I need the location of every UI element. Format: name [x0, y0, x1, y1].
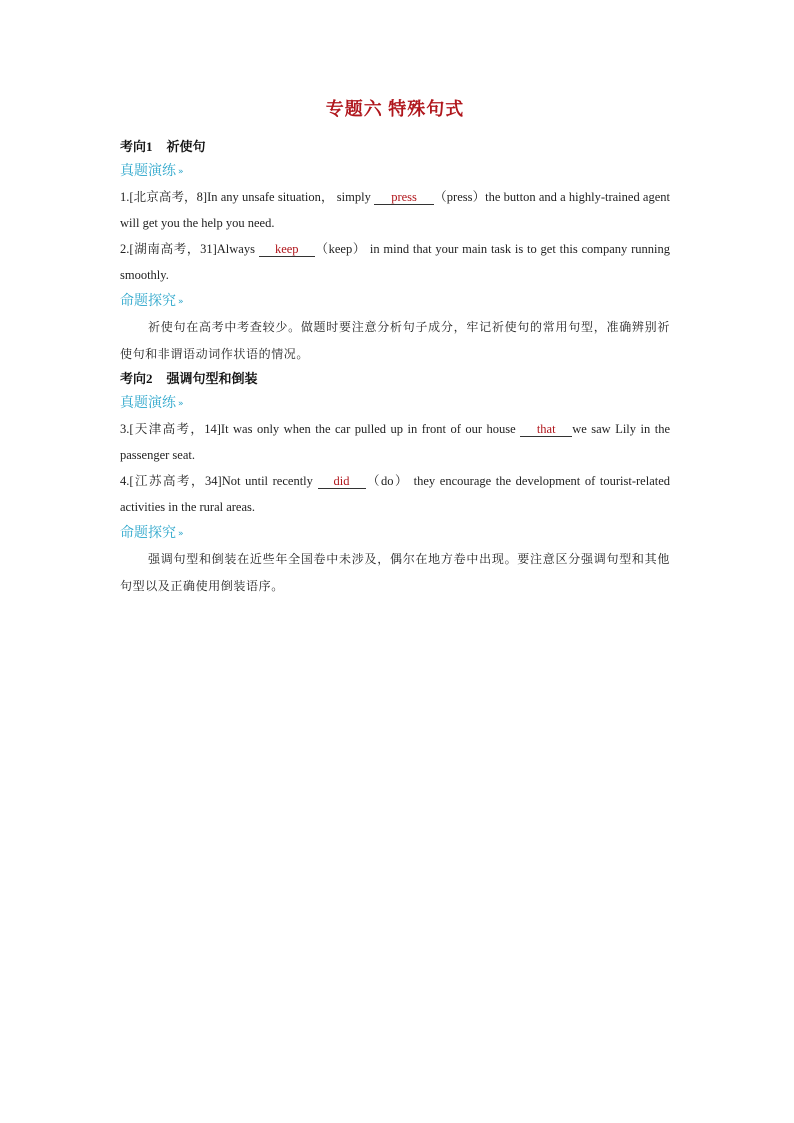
topic-heading-1 [120, 136, 670, 158]
explore-paragraph-2: 强调句型和倒装在近些年全国卷中未涉及，偶尔在地方卷中出现。要注意区分强调句型和其他句型以及正确使用倒装语序。 [120, 552, 670, 593]
chevron-down-icon: » [178, 399, 184, 409]
question-text-post: （keep） in mind that your main task is to get this company running smoothly. [120, 242, 670, 282]
explore-label: 命题探究 [120, 293, 176, 309]
topic-name: 祈使句 [166, 139, 206, 154]
question-4 [120, 468, 670, 520]
topic-name: 强调句型和倒装 [166, 371, 258, 386]
question-2 [120, 236, 670, 288]
question-source: 2.[湖南高考，31] [120, 242, 217, 256]
explore-label: 命题探究 [120, 525, 176, 541]
question-text-post: we saw Lily in the passenger seat. [120, 422, 671, 462]
document-page [120, 96, 670, 600]
practice-label: 真题演练 [120, 395, 176, 411]
chevron-down-icon: » [178, 297, 184, 307]
question-text-post: （press）the button and a highly-trained agent will get you the help you need. [120, 190, 671, 230]
topic-number: 考向2 [120, 371, 153, 386]
question-text-post: （do） they encourage the development of tourist-related activities in the rural areas. [120, 474, 671, 514]
topic-number: 考向1 [120, 139, 153, 154]
answer-blank: did [318, 474, 366, 489]
topic-heading-2 [120, 368, 670, 390]
chevron-down-icon: » [178, 167, 184, 177]
answer-blank: press [374, 190, 434, 205]
chevron-down-icon: » [178, 529, 184, 539]
question-source: 1.[北京高考，8] [120, 190, 208, 204]
question-text-pre: Always [216, 242, 259, 256]
practice-label: 真题演练 [120, 163, 176, 179]
page-title: 专题六 特殊句式 [325, 99, 465, 119]
question-text-pre: It was only when the car pulled up in front of our house [220, 422, 521, 436]
question-text-pre: In any unsafe situation， simply [207, 190, 375, 204]
explore-heading-1 [120, 288, 670, 314]
question-source: 4.[江苏高考，34] [120, 474, 222, 488]
question-source: 3.[天津高考，14] [120, 422, 221, 436]
question-text-pre: Not until recently [221, 474, 318, 488]
explore-heading-2 [120, 520, 670, 546]
question-1 [120, 184, 670, 236]
practice-heading-1 [120, 158, 670, 184]
explore-paragraph-1: 祈使句在高考中考查较少。做题时要注意分析句子成分，牢记祈使句的常用句型，准确辨别祈使句和非谓语动词作状语的情况。 [120, 320, 670, 361]
answer-blank: that [520, 422, 572, 437]
question-3 [120, 416, 670, 468]
practice-heading-2 [120, 390, 670, 416]
answer-blank: keep [259, 242, 315, 257]
